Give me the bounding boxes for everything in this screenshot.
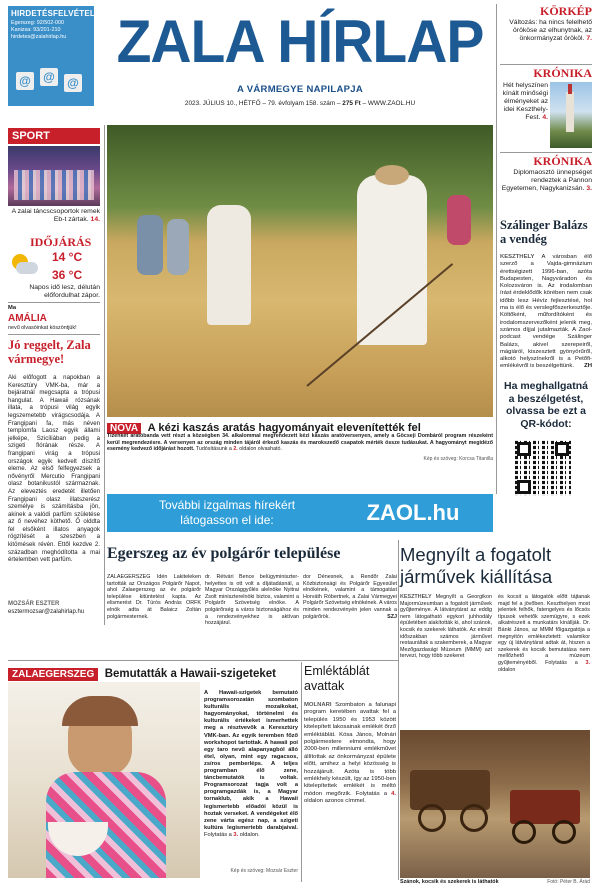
szalinger-place: KESZTHELY [500, 254, 535, 260]
ad-box-line1: Egerszeg: 92/502-000 [11, 20, 65, 26]
ad-box-line2: Kanizsa: 93/201-210 [11, 26, 61, 33]
weather-text: Napos idő lesz, délután előfordulhat zápor. [29, 284, 100, 299]
emlek-ref-tail: oldalon azonos címmel. [304, 798, 366, 805]
lead-label: NOVA [107, 423, 141, 434]
sport-caption: A zalai táncscsoportok remek Eb-t zártak. [11, 208, 100, 223]
ad-box-email: hirdetes@zalahirlap.hu [11, 34, 67, 41]
banner-line1: További izgalmas hírekért [158, 498, 296, 512]
lead-credit: Kép és szöveg: Korcsa Titanilla [423, 456, 493, 462]
editorial-title: Jó reggelt, Zala vármegye! [8, 338, 91, 366]
qr-code[interactable] [515, 440, 571, 496]
polgaror-sig: SZJ [387, 613, 397, 620]
lead-body: Tizenkét aratóbanda vett részt a községben 34. alkalommal megrendezett kézi kaszás aratóversenyen, amely a Göcseji Dombáról program részeként kerül megrendezésre. A versenyen az ország minden tájáról érkező kaszás és marokszedő csapatok mérték össze tudásukat. A hagyományt megidéző esemény kedvező időjárást hozott. [107, 433, 493, 453]
hawaii-ref: Folytatás a [204, 831, 232, 838]
korkep-page: 7. [586, 35, 592, 42]
polgaror-col1: ZALAEGERSZEG Idén Lakiteleken tartották az Országos Polgárőr Napot, ahol Zalaegerszeg az év polgárőr települése kitüntetést kapta. Az elismerést Dr. Túrós András ORFK elnök adta át Balaicz Zoltán polgármesternek. [107, 574, 201, 620]
ad-box-graphic [16, 68, 86, 98]
polgaror-col3: dor Dénesnek, a Rendőr Zalai Közbiztonsági és Polgárőr Egyesület elnökének, valamint a támogatást Horváth Róbertnek, a Zalai Vármegyei Polgárőr Szövetség elnökének. A város minden rendezvényén jelen vannak a polgárőrök. [303, 574, 397, 620]
hawaii-photo [8, 682, 200, 878]
kronika-teaser-2[interactable] [500, 154, 592, 210]
lead-ref-page: 2. [233, 446, 238, 453]
kronika1-title: KRÓNIKA [500, 66, 592, 81]
at-icon: @ [40, 68, 58, 86]
fogatolt-ref: Folytatás a [545, 659, 578, 666]
site-url: – WWW.ZAOL.HU [362, 100, 416, 107]
zaol-logo-text: ZAOL.hu [366, 500, 460, 525]
sport-label: SPORT [8, 128, 100, 144]
carriage-credit: Fotó: Péter B. Árád [547, 879, 590, 885]
fogatolt-col1: Megnyílt a Georgikon Majormúzeumban a fogatolt járművek gyűjteménye. A látványtárat az eddig nem látogatható egykori juhhodály épületében alakították ki, ahol szánok, kocsik és szekerek láthatók. Az elmúlt időszakban számos járművet restauráltak a szakemberek, a Magyar Mezőgazdasági Múzeum (MMM) azt tervezi, hogy több szekeret [400, 594, 492, 660]
polgaror-col2: dr. Rétvári Bence belügyminiszter-helyettes is ott volt a díjátadásnál, a Magyar Országgyűlés alelnöke Nyitrai Zsolt miniszterelnöki biztos, valamint a Polgárőr Szövetség elnöke. A polgárőrség a város biztonságához és a rendezvényekhez is aktívan hozzájárul. [205, 574, 299, 627]
carriage-photo [400, 730, 590, 878]
hawaii-ref-page: 3. [233, 831, 239, 838]
emlek-ref: Folytatás a [355, 790, 387, 797]
carriage-caption: Szánok, kocsik és szekerek is láthatók [400, 879, 499, 885]
szalinger-sig: ZH [584, 363, 592, 370]
masthead-title: ZALA HÍRLAP [116, 8, 484, 76]
lead-photo [107, 125, 493, 417]
nameday-greet: nevű olvasóinkat köszöntjük! [8, 325, 77, 331]
korkep-teaser[interactable] [500, 4, 592, 60]
church-photo [550, 82, 592, 148]
hawaii-headline: Bemutatták a Hawaii-szigeteket [104, 668, 276, 680]
kronika2-page: 3. [586, 185, 592, 192]
zaol-logo [337, 498, 489, 528]
nameday-label: Ma [8, 305, 17, 311]
editorial-body: Aki előfogott a napokban a Keresztúry VMK-ba, már a bejáratnál megcsapta a trópusi hangulat. A Hawaii rózsának illata, a trópusi világ egyik legszemetebb virágscsodája. A Frangipani fa, más néven templomfa Laosz egyik állami jelképe, Szicíliában pedig a szigeti flórának része. A frangipani virág a trópusi országok egyik kedvelt díszítő eleme. Az első felfegyezsek a nővényről Mercutio Frangipani olasz botanikustól származnak. Az eleveztés eredetét illetően Frangipani olasz illatszerész személye is számításba jön, akinek a valódi parfüm születése az ő nevéhez köthető. Ő olddta fel elsőként illatos anyagok rögzítését a szeszben a kitömések révén. Ettől kezdve 2. században meghódította a mai értelemben vett parfüm. [8, 374, 100, 564]
lead-ref-tail: oldalon olvasható. [239, 446, 282, 453]
emlek-headline: Emléktáblát avattak [304, 664, 370, 693]
masthead-subtitle: A VÁRMEGYE NAPILAPJA [237, 84, 363, 95]
temp-max: 14 °C [52, 250, 83, 264]
zaol-banner[interactable] [107, 494, 493, 532]
ad-box [8, 6, 94, 106]
kronika1-text: Hét helyszínen kínált minőségi élményeket az idei Keszthely-Fest. [502, 82, 548, 121]
sport-page: 14. [90, 216, 100, 223]
szalinger-headline: Szálinger Balázs a vendég [500, 218, 588, 246]
at-icon: @ [64, 74, 82, 92]
hawaii-ref-tail: oldalon. [239, 831, 260, 838]
ad-box-title: HIRDETÉSFELVÉTEL [11, 9, 95, 18]
hawaii-credit: Kép és szöveg: Mozsár Eszter [230, 868, 298, 874]
korkep-title: KÖRKÉP [500, 4, 592, 19]
weather-title: IDŐJÁRÁS [30, 235, 92, 249]
issue-price: 275 Ft [342, 100, 361, 107]
qr-text: Ha meghallgatná a beszélgetést, olvassa be ezt a QR-kódot: [503, 380, 589, 430]
hawaii-body: A Hawaii-szigetek bemutató programsorozatán szombaton kulturális mozaikokat, hagyományokat, történelmi és kulturális értékeket ismerhettek meg a résztvevők a Keresztúry VMK-ban. Az egyik teremben főző workshopot tartottak. A hawaii poi egy taro nevű alapanyagból álló étel, olyan, mint egy ragacsos, zsíros pemberléps. A teljes programban élő zene, táncbemutatók is voltak. Programsorozat tagja volt a programgazdák is, a Magyar tornaklub, akik a Hawaii legismertebb előadói közül is hoztak verseket. A vendégeket élő zene várta egész nap, a szigeti kultúra legismertebb darabjaival. [204, 690, 298, 831]
emlek-body: Szombaton a falunapi program keretében avattak fel a település 1950 és 1953 között kitelepített lakosainak emlékét őrző emléktáblát. Kósa János, Molnári polgármestere elmondta, hogy 2000-ben millenniumi emlékművet állítottak az önkormányzat épülete előtt, amihez a helyi közösség is hozzájárult. Azóta is több emlékhely készült, így az 1950-ben kitelepítettek emlékét is méltó módon megőrzik. [304, 702, 396, 797]
szalinger-body: A városban élő szerző a Vajda-gimnázium érettségizett 1996-ban, azóta Budapesten, Nagyváradon és Kolozsváron is. Az irodalomban írást érdeklődők körében nem csak időbb lesz Hévíz fejlesztésé, hol ma is élő és verslegfőszerkesztője. Költőként, műfordítóként és irodalomszervezőként jelenik meg, számos díjjal jutalmazták. A Zaol-podcast vendége Szálinger Balázs, akivel szerepeiről, mágiáról, kiszesztett gyönyörűről, alkotó helyszínekről is a Petőfi-emlékévről is beszélgettünk. [500, 254, 592, 370]
kronika2-text: Diplomaosztó ünnepséget rendeztek a Pannon Egyetemen, Nagykanizsán. [501, 169, 592, 192]
fogatolt-col2: és kocsit a látogatók előtt tájtanak majd fel a jövőben. Keszthelyen most jelentek felhők, fatengelyes és lőcsös típusok vehetők szemügyre, s ezek alkatrészeit a munkatárs kinállják. Dr. Bánki János, az MMM főigazgatója a megnyitón emlékeztetett: valamikor egy új látványtárat adtak át, hiszen a szekerek és kocsik bemutatása nem mellőzhető a múzeum gyűjteményéből. [498, 594, 590, 666]
kronika1-page: 4. [542, 114, 548, 121]
banner-line2: látogasson el ide: [180, 513, 274, 527]
masthead-meta [160, 100, 440, 107]
issue-date: 2023. JÚLIUS 10., HÉTFŐ – 79. évfolyam 158. szám – [184, 100, 341, 107]
emlek-place: MOLNÁRI [304, 702, 332, 708]
polgaror-headline: Egerszeg az év polgárőr települése [107, 545, 341, 562]
emlek-ref-page: 4. [391, 790, 396, 797]
sport-photo [8, 146, 100, 206]
fogatolt-ref-page: 3. [585, 659, 590, 666]
fogatolt-place: KESZTHELY [400, 594, 432, 600]
editorial-email: esztermozsar@zalahirlap.hu [8, 609, 85, 615]
nameday-name: AMÁLIA [8, 313, 47, 324]
kronika2-title: KRÓNIKA [500, 154, 592, 169]
temp-min: 36 °C [52, 268, 83, 282]
editorial-author: MOZSÁR ESZTER [8, 601, 60, 607]
kronika-teaser-1[interactable] [500, 66, 592, 150]
sun-cloud-icon [10, 254, 40, 278]
korkep-text: Változás: ha nincs felelhető örököse az elhunytnak, az önkormányzat örököl. [509, 19, 592, 42]
fogatolt-ref-tail: oldalon [498, 666, 516, 673]
fogatolt-headline: Megnyílt a fogatolt járművek kiállítása [400, 544, 553, 587]
at-icon: @ [16, 72, 34, 90]
lead-headline: A kézi kaszás aratás hagyományait elevenítették fel [147, 422, 421, 434]
hawaii-label: ZALAEGERSZEG [8, 668, 98, 681]
lead-ref: Tudósításunk a [195, 446, 232, 453]
